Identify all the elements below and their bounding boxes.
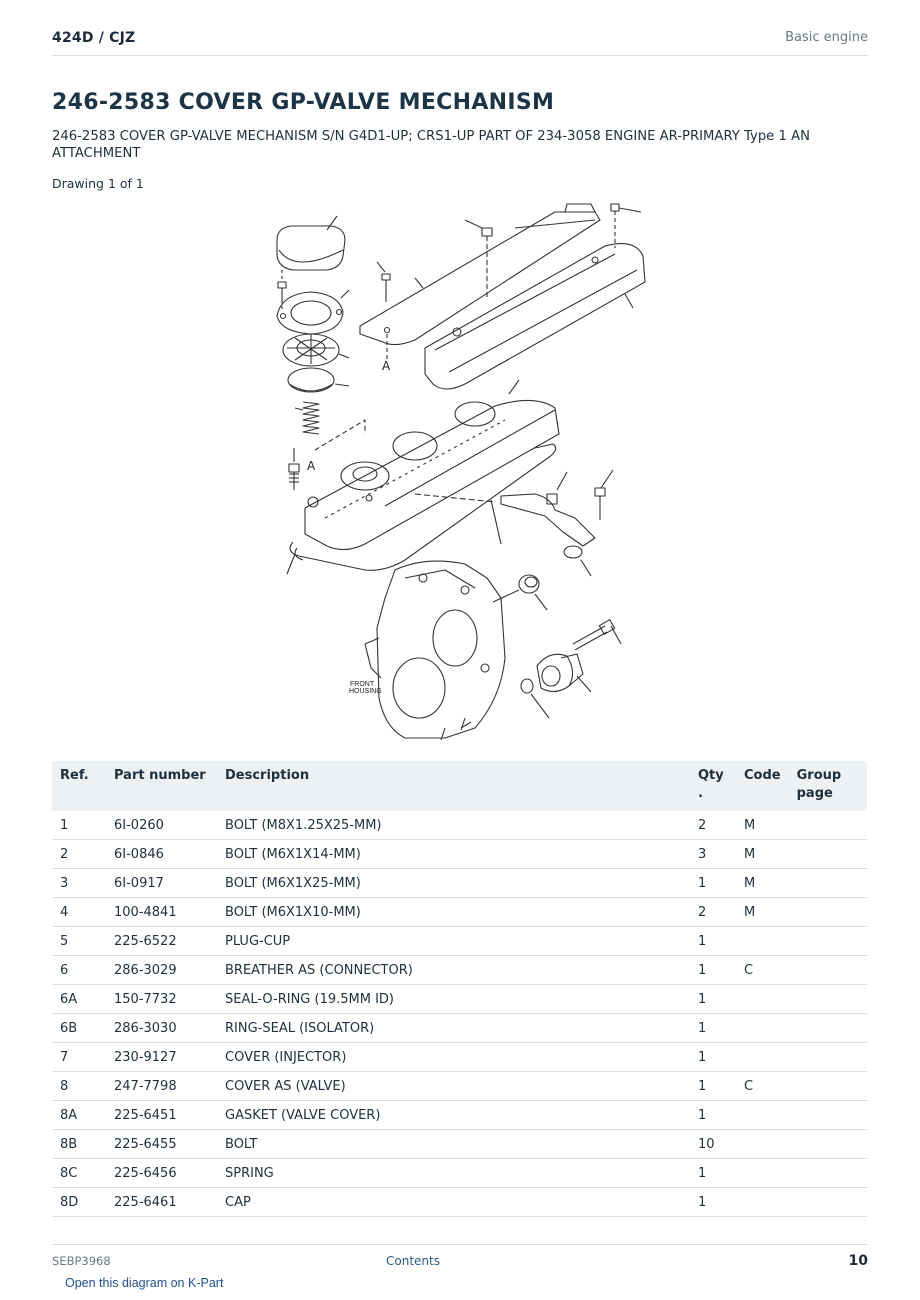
cell-part-number: 286-3029 — [106, 956, 217, 985]
cell-qty: 1 — [690, 869, 736, 898]
cell-part-number: 225-6451 — [106, 1101, 217, 1130]
page-subtitle: 246-2583 COVER GP-VALVE MECHANISM S/N G4D1-UP; CRS1-UP PART OF 234-3058 ENGINE AR-PRIMARY Type 1 AN ATTACHMENT — [52, 129, 810, 161]
cell-part-number: 6I-0917 — [106, 869, 217, 898]
callout-a-upper: A — [382, 359, 391, 373]
cell-qty: 10 — [690, 1130, 736, 1159]
cell-code — [736, 1130, 789, 1159]
callout-a-lower: A — [307, 459, 316, 473]
table-row — [52, 1101, 867, 1130]
upper-bolts — [377, 204, 641, 302]
cell-qty: 1 — [690, 1159, 736, 1188]
cell-ref: 8D — [52, 1188, 106, 1217]
cell-group-page — [789, 1159, 867, 1188]
cell-group-page — [789, 811, 867, 840]
page-footer — [52, 1244, 868, 1275]
cell-ref: 1 — [52, 811, 106, 840]
table-row — [52, 869, 867, 898]
cell-group-page — [789, 840, 867, 869]
cell-code — [736, 1159, 789, 1188]
cell-qty: 1 — [690, 927, 736, 956]
cell-group-page — [789, 985, 867, 1014]
cell-qty: 1 — [690, 985, 736, 1014]
page-title: 246-2583 COVER GP-VALVE MECHANISM — [52, 90, 555, 115]
cover-plate — [277, 290, 349, 334]
qty-header-line1: Qty — [698, 768, 724, 783]
table-row — [52, 1072, 867, 1101]
cell-group-page — [789, 869, 867, 898]
page-header — [52, 28, 868, 56]
cell-part-number: 100-4841 — [106, 898, 217, 927]
cell-code — [736, 1188, 789, 1217]
parts-table — [52, 761, 867, 1217]
cell-code — [736, 1043, 789, 1072]
cell-ref: 2 — [52, 840, 106, 869]
cell-code — [736, 1014, 789, 1043]
cell-description: BOLT (M6X1X25-MM) — [217, 869, 690, 898]
cell-group-page — [789, 1130, 867, 1159]
cell-qty: 2 — [690, 898, 736, 927]
cell-part-number: 230-9127 — [106, 1043, 217, 1072]
cell-description: BOLT (M6X1X10-MM) — [217, 898, 690, 927]
cell-qty: 1 — [690, 1072, 736, 1101]
cell-group-page — [789, 1014, 867, 1043]
col-header-code: Code — [736, 761, 789, 811]
cell-qty: 3 — [690, 840, 736, 869]
round-cover — [288, 368, 349, 392]
cell-group-page — [789, 1043, 867, 1072]
cell-description: COVER (INJECTOR) — [217, 1043, 690, 1072]
col-header-description: Description — [217, 761, 690, 811]
cell-part-number: 150-7732 — [106, 985, 217, 1014]
cell-part-number: 247-7798 — [106, 1072, 217, 1101]
cell-group-page — [789, 1188, 867, 1217]
cell-description: BREATHER AS (CONNECTOR) — [217, 956, 690, 985]
model-label: 424D / CJZ — [52, 30, 136, 46]
cell-part-number: 225-6455 — [106, 1130, 217, 1159]
parts-table-body — [52, 811, 867, 1217]
valve-cover-gasket — [287, 444, 556, 574]
cell-description: PLUG-CUP — [217, 927, 690, 956]
cell-qty: 1 — [690, 1188, 736, 1217]
cell-group-page — [789, 1072, 867, 1101]
bolt-a — [289, 448, 299, 490]
cell-description: CAP — [217, 1188, 690, 1217]
cell-code: M — [736, 840, 789, 869]
cell-group-page — [789, 956, 867, 985]
cap-part — [277, 216, 345, 270]
cell-group-page — [789, 898, 867, 927]
cell-ref: 6 — [52, 956, 106, 985]
cell-part-number: 286-3030 — [106, 1014, 217, 1043]
cell-description: COVER AS (VALVE) — [217, 1072, 690, 1101]
breather-plate — [283, 334, 349, 366]
table-row — [52, 811, 867, 840]
cell-description: SEAL-O-RING (19.5MM ID) — [217, 985, 690, 1014]
valve-cover-upper — [425, 244, 645, 389]
cell-part-number: 225-6456 — [106, 1159, 217, 1188]
table-row — [52, 898, 867, 927]
table-row — [52, 1188, 867, 1217]
table-row — [52, 1130, 867, 1159]
group-header-line1: Group — [796, 768, 842, 783]
cell-qty: 1 — [690, 1014, 736, 1043]
table-row — [52, 956, 867, 985]
cell-code: M — [736, 898, 789, 927]
housing-label-housing: HOUSING — [349, 688, 382, 695]
cell-code: M — [736, 869, 789, 898]
cell-qty: 1 — [690, 1043, 736, 1072]
cell-ref: 4 — [52, 898, 106, 927]
cell-ref: 8 — [52, 1072, 106, 1101]
table-row — [52, 840, 867, 869]
cell-part-number: 225-6522 — [106, 927, 217, 956]
cell-description: GASKET (VALVE COVER) — [217, 1101, 690, 1130]
cell-ref: 8B — [52, 1130, 106, 1159]
cell-description: BOLT — [217, 1130, 690, 1159]
cell-qty: 1 — [690, 956, 736, 985]
cell-description: RING-SEAL (ISOLATOR) — [217, 1014, 690, 1043]
cell-part-number: 6I-0846 — [106, 840, 217, 869]
table-row — [52, 1159, 867, 1188]
cell-code — [736, 985, 789, 1014]
col-header-group-page — [789, 761, 867, 811]
cell-ref: 8A — [52, 1101, 106, 1130]
cell-part-number: 225-6461 — [106, 1188, 217, 1217]
cell-code: M — [736, 811, 789, 840]
kpart-link[interactable]: Open this diagram on K-Part — [65, 1276, 224, 1290]
exploded-parts-diagram — [265, 198, 655, 743]
cell-code — [736, 1101, 789, 1130]
cell-ref: 6A — [52, 985, 106, 1014]
cell-ref: 7 — [52, 1043, 106, 1072]
table-row — [52, 985, 867, 1014]
col-header-qty — [690, 761, 736, 811]
table-row — [52, 1014, 867, 1043]
cell-group-page — [789, 927, 867, 956]
cell-group-page — [789, 1101, 867, 1130]
qty-header-line2: . — [698, 786, 703, 801]
cell-code: C — [736, 1072, 789, 1101]
cell-ref: 6B — [52, 1014, 106, 1043]
valve-cover-base — [305, 380, 559, 550]
table-row — [52, 1043, 867, 1072]
section-label: Basic engine — [785, 30, 868, 45]
page-number: 10 — [848, 1253, 868, 1269]
cell-part-number: 6I-0260 — [106, 811, 217, 840]
cell-ref: 8C — [52, 1159, 106, 1188]
table-header-row — [52, 761, 867, 811]
col-header-part-number: Part number — [106, 761, 217, 811]
cell-qty: 1 — [690, 1101, 736, 1130]
cell-qty: 2 — [690, 811, 736, 840]
cell-ref: 3 — [52, 869, 106, 898]
cell-ref: 5 — [52, 927, 106, 956]
cell-description: BOLT (M6X1X14-MM) — [217, 840, 690, 869]
housing-label-front: FRONT — [350, 681, 375, 688]
adapter-with-bolt — [461, 620, 621, 728]
group-header-line2: page — [796, 786, 833, 801]
col-header-ref: Ref. — [52, 761, 106, 811]
cell-description: BOLT (M8X1.25X25-MM) — [217, 811, 690, 840]
contents-link[interactable]: Contents — [386, 1254, 440, 1268]
document-id: SEBP3968 — [52, 1254, 111, 1268]
cell-description: SPRING — [217, 1159, 690, 1188]
cell-code: C — [736, 956, 789, 985]
spring-part — [295, 402, 365, 450]
table-row — [52, 927, 867, 956]
cell-code — [736, 927, 789, 956]
front-housing — [365, 561, 505, 740]
drawing-count: Drawing 1 of 1 — [52, 176, 144, 191]
